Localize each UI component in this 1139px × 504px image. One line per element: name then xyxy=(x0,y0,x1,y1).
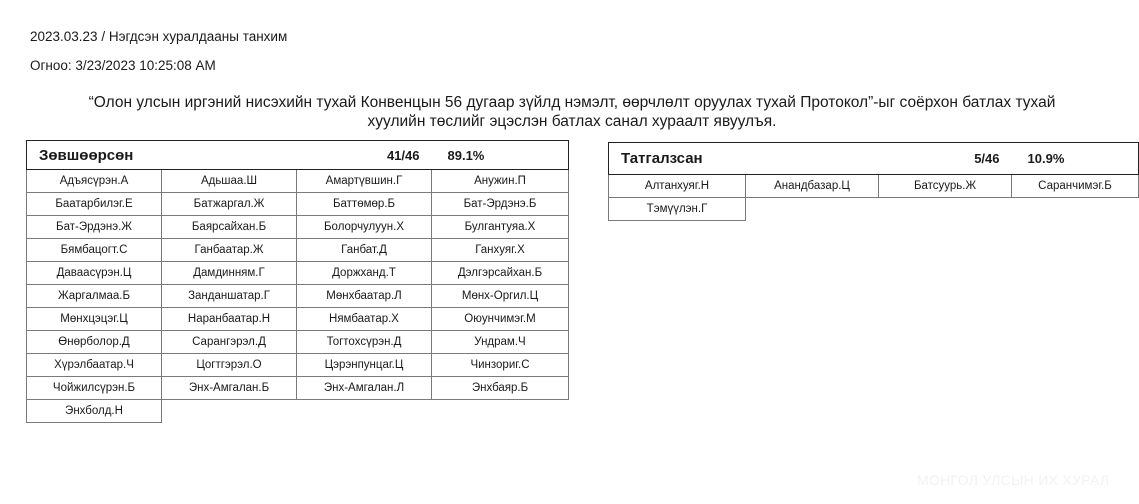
name-row xyxy=(27,308,569,331)
member-name-cell: Саранчимэг.Б xyxy=(1012,175,1139,198)
name-row xyxy=(27,285,569,308)
reject-percent: 10.9% xyxy=(1012,143,1139,175)
name-row xyxy=(27,239,569,262)
member-name-cell: Өнөрболор.Д xyxy=(27,331,162,354)
name-row xyxy=(27,216,569,239)
member-name-cell: Батжаргал.Ж xyxy=(162,193,297,216)
approve-label: Зөвшөөрсөн xyxy=(27,141,297,170)
name-row xyxy=(27,354,569,377)
member-name-cell: Хүрэлбаатар.Ч xyxy=(27,354,162,377)
reject-count: 5/46 xyxy=(879,143,1012,175)
name-row xyxy=(27,331,569,354)
member-name-cell: Дамдинням.Г xyxy=(162,262,297,285)
member-name-cell: Чинзориг.С xyxy=(432,354,569,377)
member-name-cell: Бямбацогт.С xyxy=(27,239,162,262)
member-name-cell: Чойжилсүрэн.Б xyxy=(27,377,162,400)
name-row xyxy=(27,262,569,285)
watermark: МОНГОЛ УЛСЫН ИХ ХУРАЛ xyxy=(917,472,1110,488)
motion-title-line-1: “Олон улсын иргэний нисэхийн тухай Конвенцын 56 дугаар зүйлд нэмэлт, өөрчлөлт оруулах тухай Протокол”-ыг соёрхон батлах тухай xyxy=(88,94,1056,111)
member-name-cell: Энх-Амгалан.Б xyxy=(162,377,297,400)
member-name-cell: Мөнхцэцэг.Ц xyxy=(27,308,162,331)
member-name-cell: Болорчулуун.Х xyxy=(297,216,432,239)
member-name-cell: Алтанхуяг.Н xyxy=(609,175,746,198)
approve-table xyxy=(26,140,569,423)
member-name-cell: Ганбаатар.Ж xyxy=(162,239,297,262)
member-name-cell: Адьшаа.Ш xyxy=(162,170,297,193)
name-row xyxy=(27,377,569,400)
member-name-cell: Адъясүрэн.А xyxy=(27,170,162,193)
reject-label: Татгалзсан xyxy=(609,143,879,175)
member-name-cell: Цэрэнпунцаг.Ц xyxy=(297,354,432,377)
member-name-cell: Мөнх-Оргил.Ц xyxy=(432,285,569,308)
approve-count: 41/46 xyxy=(297,141,432,170)
member-name-cell: Баярсайхан.Б xyxy=(162,216,297,239)
member-name-cell: Тэмүүлэн.Г xyxy=(609,198,746,221)
member-name-cell: Оюунчимэг.М xyxy=(432,308,569,331)
name-row xyxy=(609,198,1139,221)
member-name-cell: Баатарбилэг.Е xyxy=(27,193,162,216)
member-name-cell: Ундрам.Ч xyxy=(432,331,569,354)
member-name-cell: Бат-Эрдэнэ.Б xyxy=(432,193,569,216)
member-name-cell: Амартүвшин.Г xyxy=(297,170,432,193)
member-name-cell: Мөнхбаатар.Л xyxy=(297,285,432,308)
motion-title xyxy=(20,93,1124,131)
member-name-cell: Ганбат.Д xyxy=(297,239,432,262)
member-name-cell: Ганхуяг.Х xyxy=(432,239,569,262)
approve-percent: 89.1% xyxy=(432,141,569,170)
member-name-cell: Даваасүрэн.Ц xyxy=(27,262,162,285)
name-row xyxy=(609,175,1139,198)
member-name-cell: Жаргалмаа.Б xyxy=(27,285,162,308)
member-name-cell: Тогтохсүрэн.Д xyxy=(297,331,432,354)
member-name-cell: Наранбаатар.Н xyxy=(162,308,297,331)
member-name-cell: Батсуурь.Ж xyxy=(879,175,1012,198)
reject-table xyxy=(608,142,1139,221)
member-name-cell: Анандбазар.Ц xyxy=(746,175,879,198)
member-name-cell: Доржханд.Т xyxy=(297,262,432,285)
member-name-cell: Энх-Амгалан.Л xyxy=(297,377,432,400)
member-name-cell: Нямбаатар.Х xyxy=(297,308,432,331)
member-name-cell: Энхбаяр.Б xyxy=(432,377,569,400)
member-name-cell: Энхболд.Н xyxy=(27,400,162,423)
motion-title-line-2: хуулийн төслийг эцэслэн батлах санал хураалт явуулъя. xyxy=(367,113,777,130)
member-name-cell: Баттөмөр.Б xyxy=(297,193,432,216)
approve-header-row xyxy=(27,141,569,170)
name-row xyxy=(27,170,569,193)
member-name-cell: Цогтгэрэл.О xyxy=(162,354,297,377)
member-name-cell: Булгантуяа.Х xyxy=(432,216,569,239)
date-location-line: 2023.03.23 / Нэгдсэн хуралдааны танхим xyxy=(30,29,288,44)
member-name-cell: Бат-Эрдэнэ.Ж xyxy=(27,216,162,239)
name-row xyxy=(27,193,569,216)
member-name-cell: Дэлгэрсайхан.Б xyxy=(432,262,569,285)
reject-header-row xyxy=(609,143,1139,175)
member-name-cell: Сарангэрэл.Д xyxy=(162,331,297,354)
timestamp-line: Огноо: 3/23/2023 10:25:08 AM xyxy=(30,58,216,73)
member-name-cell: Занданшатар.Г xyxy=(162,285,297,308)
name-row xyxy=(27,400,569,423)
member-name-cell: Анужин.П xyxy=(432,170,569,193)
